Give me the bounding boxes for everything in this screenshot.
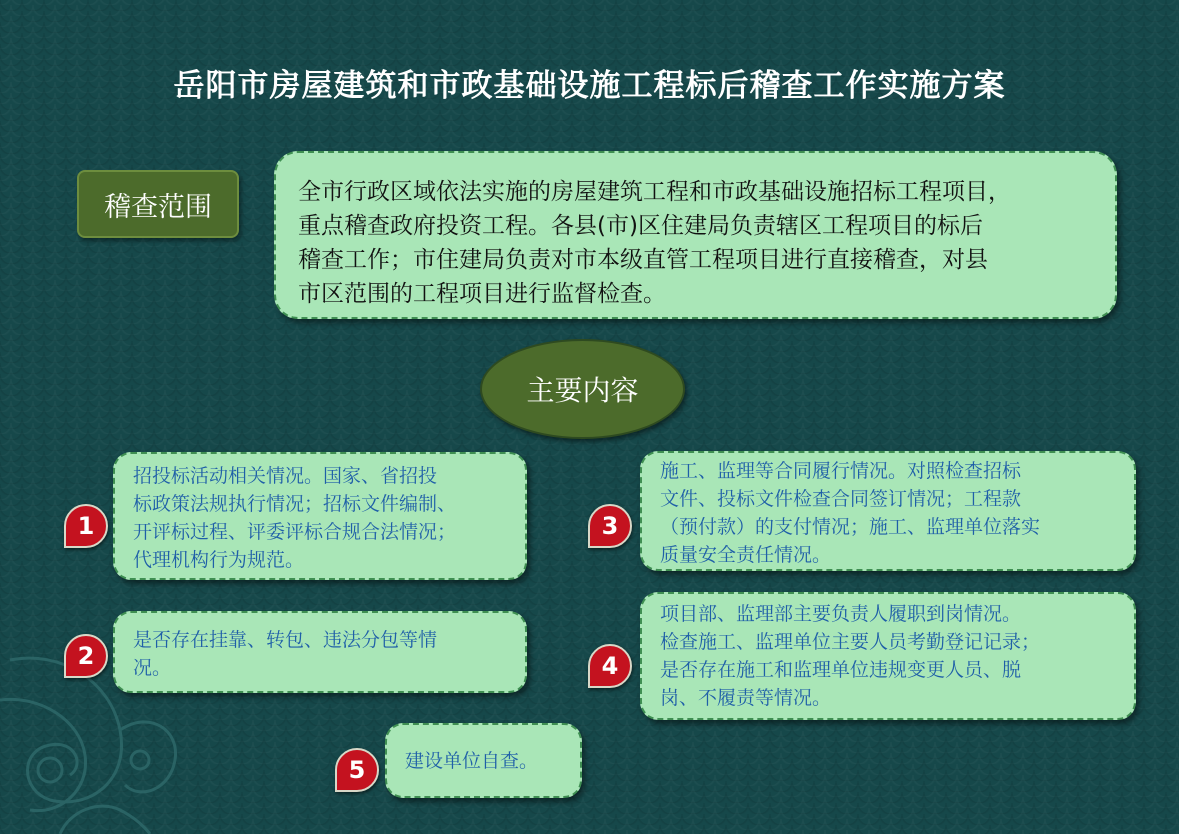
item-line: 代理机构行为规范。 [133, 549, 305, 571]
scope-line: 稽查工作；市住建局负责对市本级直管工程项目进行直接稽查，对县 [298, 247, 988, 273]
main-content-label: 主要内容 [480, 339, 685, 439]
item-box-4 [640, 592, 1136, 720]
page-title: 岳阳市房屋建筑和市政基础设施工程标后稽查工作实施方案 [173, 68, 1006, 104]
item-box-1 [113, 452, 527, 580]
item-line: 招投标活动相关情况。国家、省招投 [133, 465, 438, 487]
scope-line: 重点稽查政府投资工程。各县(市)区住建局负责辖区工程项目的标后 [298, 213, 983, 239]
item-line: 项目部、监理部主要负责人履职到岗情况。 [660, 603, 1022, 625]
item-number-badge: 3 [588, 504, 632, 548]
scope-description-box [274, 151, 1117, 319]
scope-label: 稽查范围 [77, 170, 239, 238]
item-box-2 [113, 611, 527, 693]
scope-line: 全市行政区域依法实施的房屋建筑工程和市政基础设施招标工程项目， [298, 179, 1011, 205]
scope-line: 市区范围的工程项目进行监督检查。 [298, 281, 666, 307]
item-line: 文件、投标文件检查合同签订情况；工程款 [660, 488, 1022, 510]
item-line: 岗、不履责等情况。 [660, 687, 832, 709]
item-line: 建设单位自查。 [405, 750, 539, 772]
item-line: （预付款）的支付情况；施工、监理单位落实 [660, 516, 1041, 538]
item-number-badge: 4 [588, 644, 632, 688]
item-number-badge: 5 [335, 748, 379, 792]
item-line: 检查施工、监理单位主要人员考勤登记记录； [660, 631, 1041, 653]
item-line: 标政策法规执行情况；招标文件编制、 [133, 493, 457, 515]
item-line: 施工、监理等合同履行情况。对照检查招标 [660, 460, 1022, 482]
item-number-badge: 1 [64, 504, 108, 548]
item-number-badge: 2 [64, 634, 108, 678]
item-line: 况。 [133, 657, 172, 679]
item-line: 开评标过程、评委评标合规合法情况； [133, 521, 457, 543]
item-line: 是否存在施工和监理单位违规变更人员、脱 [660, 659, 1022, 681]
item-box-5 [385, 723, 582, 798]
item-box-3 [640, 451, 1136, 571]
item-line: 质量安全责任情况。 [660, 544, 832, 566]
item-line: 是否存在挂靠、转包、违法分包等情 [133, 629, 438, 651]
